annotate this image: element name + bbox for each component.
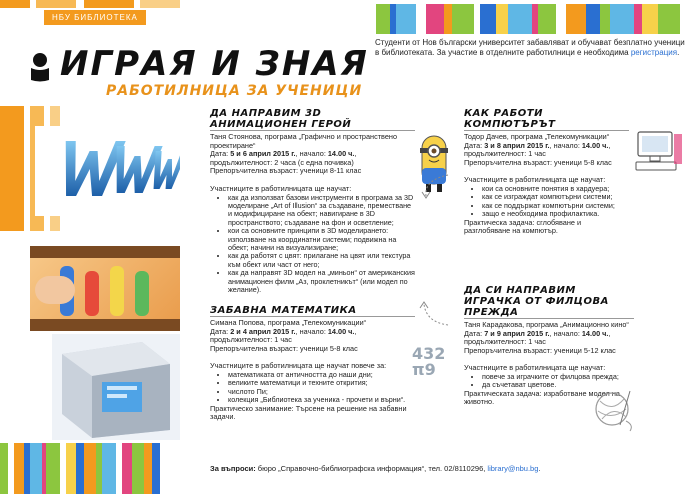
workshop-computer-age: Препоръчителна възраст: ученици 5-8 клас (464, 157, 612, 167)
intro-text: Студенти от Нов български университет забавляват и обучават безплатно ученици в библиотеката. За участие в отделните работилници е необходима регистрация. (375, 38, 685, 57)
list-item: • колекция „Библиотека за ученика - прочети и върни“. (228, 396, 415, 404)
list-item: • как се изграждат компютърни системи; (482, 193, 629, 201)
www-image (0, 106, 180, 231)
workshop-toy-lead: Таня Карадакова, програма „Анимационно кино“ (464, 320, 629, 329)
workshop-toy-task: Практическата задача: изработване модел на животно. (464, 388, 620, 407)
workshop-math-lead: Симана Попова, програма „Телекомуникации“ (210, 318, 367, 327)
email-link[interactable]: library@nbu.bg (487, 464, 539, 473)
workshop-computer (464, 108, 629, 236)
list-item: • числото Пи; (228, 388, 415, 396)
list-item: • да съчетават цветове. (482, 381, 634, 389)
nbu-logo (29, 52, 51, 82)
footer-contact: За въпроси: бюро „Справочно-библиографска информация“, тел. 02/8110296, library@nbu.bg. (210, 464, 541, 473)
top-right-stripe (376, 4, 700, 34)
workshop-3d-learn: Участниците в работилницата ще научат: (210, 183, 352, 193)
workshop-computer-learn: Участниците в работилницата ще научат: (464, 175, 606, 185)
registration-link[interactable]: регистрация (630, 48, 678, 57)
workshop-computer-date: Дата: 3 и 8 април 2015 г., начало: 14.00 ч., продължителност: 1 час (464, 140, 611, 159)
workshop-toy-age: Препоръчителна възраст: ученици 5-12 клас (464, 345, 616, 355)
workshop-math (210, 305, 415, 422)
list-item: • кои са основните принципи в 3D моделирането: използване на координатни системи; подвижна на обект; начини на визуализиране; (228, 227, 415, 252)
workshop-3d-date: Дата: 5 и 6 април 2015 г., начало: 14.00 ч., продължителност: 2 часа (с една почивка) (210, 149, 357, 167)
abacus-image (30, 246, 180, 331)
workshop-math-list (210, 371, 415, 405)
workshop-3d-age: Препоръчителна възраст: ученици 8-11 клас (210, 166, 362, 176)
workshop-toy-learn: Участниците в работилницата ще научат: (464, 363, 606, 373)
page-subtitle: РАБОТИЛНИЦА ЗА УЧЕНИЦИ (106, 83, 363, 99)
list-item: • как да направят 3D модел на „миньон“ от американския анимационен филм „Аз, проклетникът“ (или модел по желание). (228, 269, 415, 294)
list-item: • повече за играчките от филцова прежда; (482, 373, 634, 381)
workshop-computer-list (464, 185, 629, 219)
numbers-doodle: 432π9 (412, 344, 446, 379)
workshop-3d (210, 108, 415, 294)
workshop-computer-lead: Тодор Дачев, програма „Телекомуникации“ (464, 132, 610, 141)
workshop-math-task: Практическо занимание: Търсене на решение на забавни задачи. (210, 403, 407, 422)
dashed-arrow (418, 172, 452, 202)
computer-case-image (52, 334, 180, 440)
top-left-stripe (0, 0, 180, 8)
list-item: • как да работят с цвят: прилагане на цвят или текстура към обект или част от него; (228, 252, 415, 269)
workshop-math-learn: Участниците в работилницата ще научат повече за: (210, 361, 387, 371)
workshop-computer-task: Практическа задача: сглобяване и разглобяване на компютър. (464, 217, 582, 236)
list-item: • кои са основните понятия в хардуера; (482, 185, 629, 193)
dashed-arrow-2 (418, 300, 452, 328)
bottom-left-stripe (0, 443, 180, 494)
list-item: • защо е необходима профилактика. (482, 210, 629, 218)
workshop-math-title: ЗАБАВНА МАТЕМАТИКА (210, 305, 415, 317)
workshop-3d-lead: Таня Стоянова, програма „Графично и пространствено проектиране“ (210, 132, 398, 150)
workshop-computer-title: КАК РАБОТИ КОМПЮТЪРЪТ (464, 108, 629, 131)
library-tab: НБУ БИБЛИОТЕКА (44, 10, 146, 25)
workshop-3d-list (210, 194, 415, 295)
list-item: • как да използват базови инструменти в програма за 3D моделиране „Art of Illusion“ за създаване, преместване и модифициране на обект; навигиране в 3D пространството; създаване на фон и осветление; (228, 194, 415, 228)
page-title: ИГРАЯ И ЗНАЯ (60, 44, 369, 84)
workshop-toy-date: Дата: 7 и 9 април 2015 г., начало: 14.00 ч., продължителност: 1 час (464, 328, 611, 347)
yarn-doodle (590, 385, 640, 433)
computer-doodle (632, 128, 684, 176)
workshop-math-date: Дата: 2 и 4 април 2015 г., начало: 14.00 ч., продължителност: 1 час (210, 326, 357, 345)
workshop-3d-title: ДА НАПРАВИМ 3D АНИМАЦИОНЕН ГЕРОЙ (210, 108, 415, 131)
list-item: • как се поддържат компютърни системи; (482, 202, 629, 210)
workshop-math-age: Препоръчителна възраст: ученици 5-8 клас (210, 343, 358, 353)
workshop-toy-title: ДА СИ НАПРАВИМ ИГРАЧКА ОТ ФИЛЦОВА ПРЕЖДА (464, 285, 634, 319)
list-item: • великите математици и техните открития; (228, 379, 415, 387)
list-item: • математиката от античността до наши дни; (228, 371, 415, 379)
